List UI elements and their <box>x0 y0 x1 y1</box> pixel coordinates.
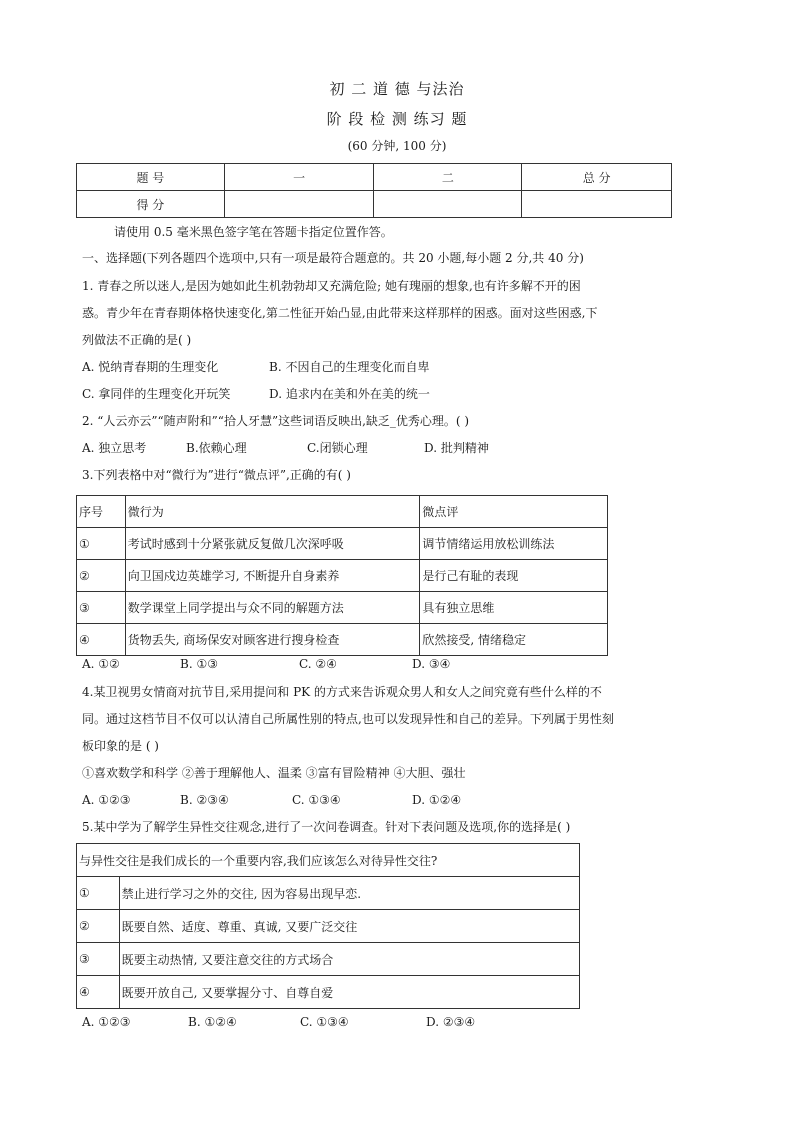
exam-subtitle: (60 分钟, 100 分) <box>347 139 447 153</box>
micro-behavior-table <box>76 495 608 656</box>
option-a: A. ①②③ <box>82 1015 131 1029</box>
table-row <box>77 910 580 943</box>
question-4-line: 4.某卫视男女情商对抗节目,采用提问和 PK 的方式来告诉观众男人和女人之间究竟有些什么样的不 <box>82 685 602 699</box>
table-row <box>77 592 608 624</box>
table-header-cell: 微行为 <box>125 496 420 528</box>
table-cell: ① <box>77 528 126 560</box>
question-3-line: 3.下列表格中对“微行为”进行“微点评”,正确的有( ) <box>82 468 351 482</box>
question-4-statements: ①喜欢数学和科学 ②善于理解他人、温柔 ③富有冒险精神 ④大胆、强壮 <box>82 766 466 780</box>
score-cell: 一 <box>224 164 374 191</box>
option-a: A. 独立思考 <box>82 441 147 455</box>
table-cell: 调节情绪运用放松训练法 <box>420 528 608 560</box>
option-d: D. 追求内在美和外在美的统一 <box>269 387 430 401</box>
exam-title-line1: 初 二 道 德 与法治 <box>329 80 465 98</box>
table-row <box>77 844 580 877</box>
score-table-row <box>77 164 672 191</box>
section-heading: 一、选择题(下列各题四个选项中,只有一项是最符合题意的。共 20 小题,每小题 2 分,共 40 分) <box>82 251 584 265</box>
option-a: A. ①②③ <box>82 793 131 807</box>
table-cell: ① <box>77 877 120 910</box>
question-5-line: 5.某中学为了解学生异性交往观念,进行了一次问卷调查。针对下表问题及选项,你的选择是( ) <box>82 820 571 834</box>
option-b: B. 不因自己的生理变化而自卑 <box>269 360 430 374</box>
option-c: C. ①③④ <box>300 1015 349 1029</box>
option-d: D. 批判精神 <box>424 441 489 455</box>
option-c: C. ①③④ <box>292 793 341 807</box>
question-4-line: 同。通过这档节目不仅可以认清自己所属性别的特点,也可以发现异性和自己的差异。下列属于男性刻 <box>82 712 614 726</box>
option-c: C. ②④ <box>299 657 337 671</box>
table-cell: 是行己有耻的表现 <box>420 560 608 592</box>
score-table-row <box>77 191 672 218</box>
table-cell: 欣然接受, 情绪稳定 <box>420 624 608 656</box>
table-cell: 数学课堂上同学提出与众不同的解题方法 <box>125 592 420 624</box>
table-cell: ② <box>77 560 126 592</box>
question-4-line: 板印象的是 ( ) <box>82 739 159 753</box>
table-cell: 禁止进行学习之外的交往, 因为容易出现早恋. <box>119 877 579 910</box>
option-c: C. 拿同伴的生理变化开玩笑 <box>82 387 231 401</box>
table-cell: ② <box>77 910 120 943</box>
table-cell: 既要自然、适度、尊重、真诚, 又要广泛交往 <box>119 910 579 943</box>
question-2-line: 2. “人云亦云”“随声附和”“拾人牙慧”这些词语反映出,缺乏_优秀心理。( ) <box>82 414 470 428</box>
score-cell-blank <box>374 191 522 218</box>
table-row <box>77 624 608 656</box>
survey-table <box>76 843 580 1009</box>
table-row <box>77 528 608 560</box>
table-row <box>77 496 608 528</box>
instruction: 请使用 0.5 毫米黑色签字笔在答题卡指定位置作答。 <box>114 225 393 239</box>
table-row <box>77 877 580 910</box>
table-cell: ③ <box>77 592 126 624</box>
table-cell: ④ <box>77 624 126 656</box>
score-cell-blank <box>224 191 374 218</box>
exam-title-line2: 阶 段 检 测 练习 题 <box>326 110 468 128</box>
score-table <box>76 163 672 218</box>
table-row <box>77 976 580 1009</box>
table-cell: 既要开放自己, 又要掌握分寸、自尊自爱 <box>119 976 579 1009</box>
option-d: D. ①②④ <box>412 793 462 807</box>
option-b: B. ①②④ <box>188 1015 237 1029</box>
table-cell: ③ <box>77 943 120 976</box>
table-header-cell: 序号 <box>77 496 126 528</box>
question-1-line: 惑。青少年在青春期体格快速变化,第二性征开始凸显,由此带来这样那样的困惑。面对这些困惑,下 <box>82 306 598 320</box>
option-b: B. ①③ <box>180 657 218 671</box>
table-header-cell: 微点评 <box>420 496 608 528</box>
score-cell: 总 分 <box>522 164 672 191</box>
option-d: D. ③④ <box>412 657 451 671</box>
table-cell: 既要主动热情, 又要注意交往的方式场合 <box>119 943 579 976</box>
table-cell: 向卫国戍边英雄学习, 不断提升自身素养 <box>125 560 420 592</box>
score-cell: 题 号 <box>77 164 225 191</box>
question-1-line: 1. 青春之所以迷人,是因为她如此生机勃勃却又充满危险; 她有瑰丽的想象,也有许多解不开的困 <box>82 279 581 293</box>
question-1-line: 列做法不正确的是( ) <box>82 333 192 347</box>
option-b: B. ②③④ <box>180 793 229 807</box>
table-row <box>77 560 608 592</box>
table-cell: ④ <box>77 976 120 1009</box>
table-row <box>77 943 580 976</box>
table-cell: 考试时感到十分紧张就反复做几次深呼吸 <box>125 528 420 560</box>
option-a: A. 悦纳青春期的生理变化 <box>82 360 219 374</box>
option-d: D. ②③④ <box>426 1015 476 1029</box>
score-cell: 二 <box>374 164 522 191</box>
table-cell: 货物丢失, 商场保安对顾客进行搜身检查 <box>125 624 420 656</box>
option-c: C.闭锁心理 <box>307 441 368 455</box>
survey-question-cell: 与异性交往是我们成长的一个重要内容,我们应该怎么对待异性交往? <box>77 844 580 877</box>
table-cell: 具有独立思维 <box>420 592 608 624</box>
option-b: B.依赖心理 <box>186 441 247 455</box>
option-a: A. ①② <box>82 657 120 671</box>
score-cell: 得 分 <box>77 191 225 218</box>
score-cell-blank <box>522 191 672 218</box>
